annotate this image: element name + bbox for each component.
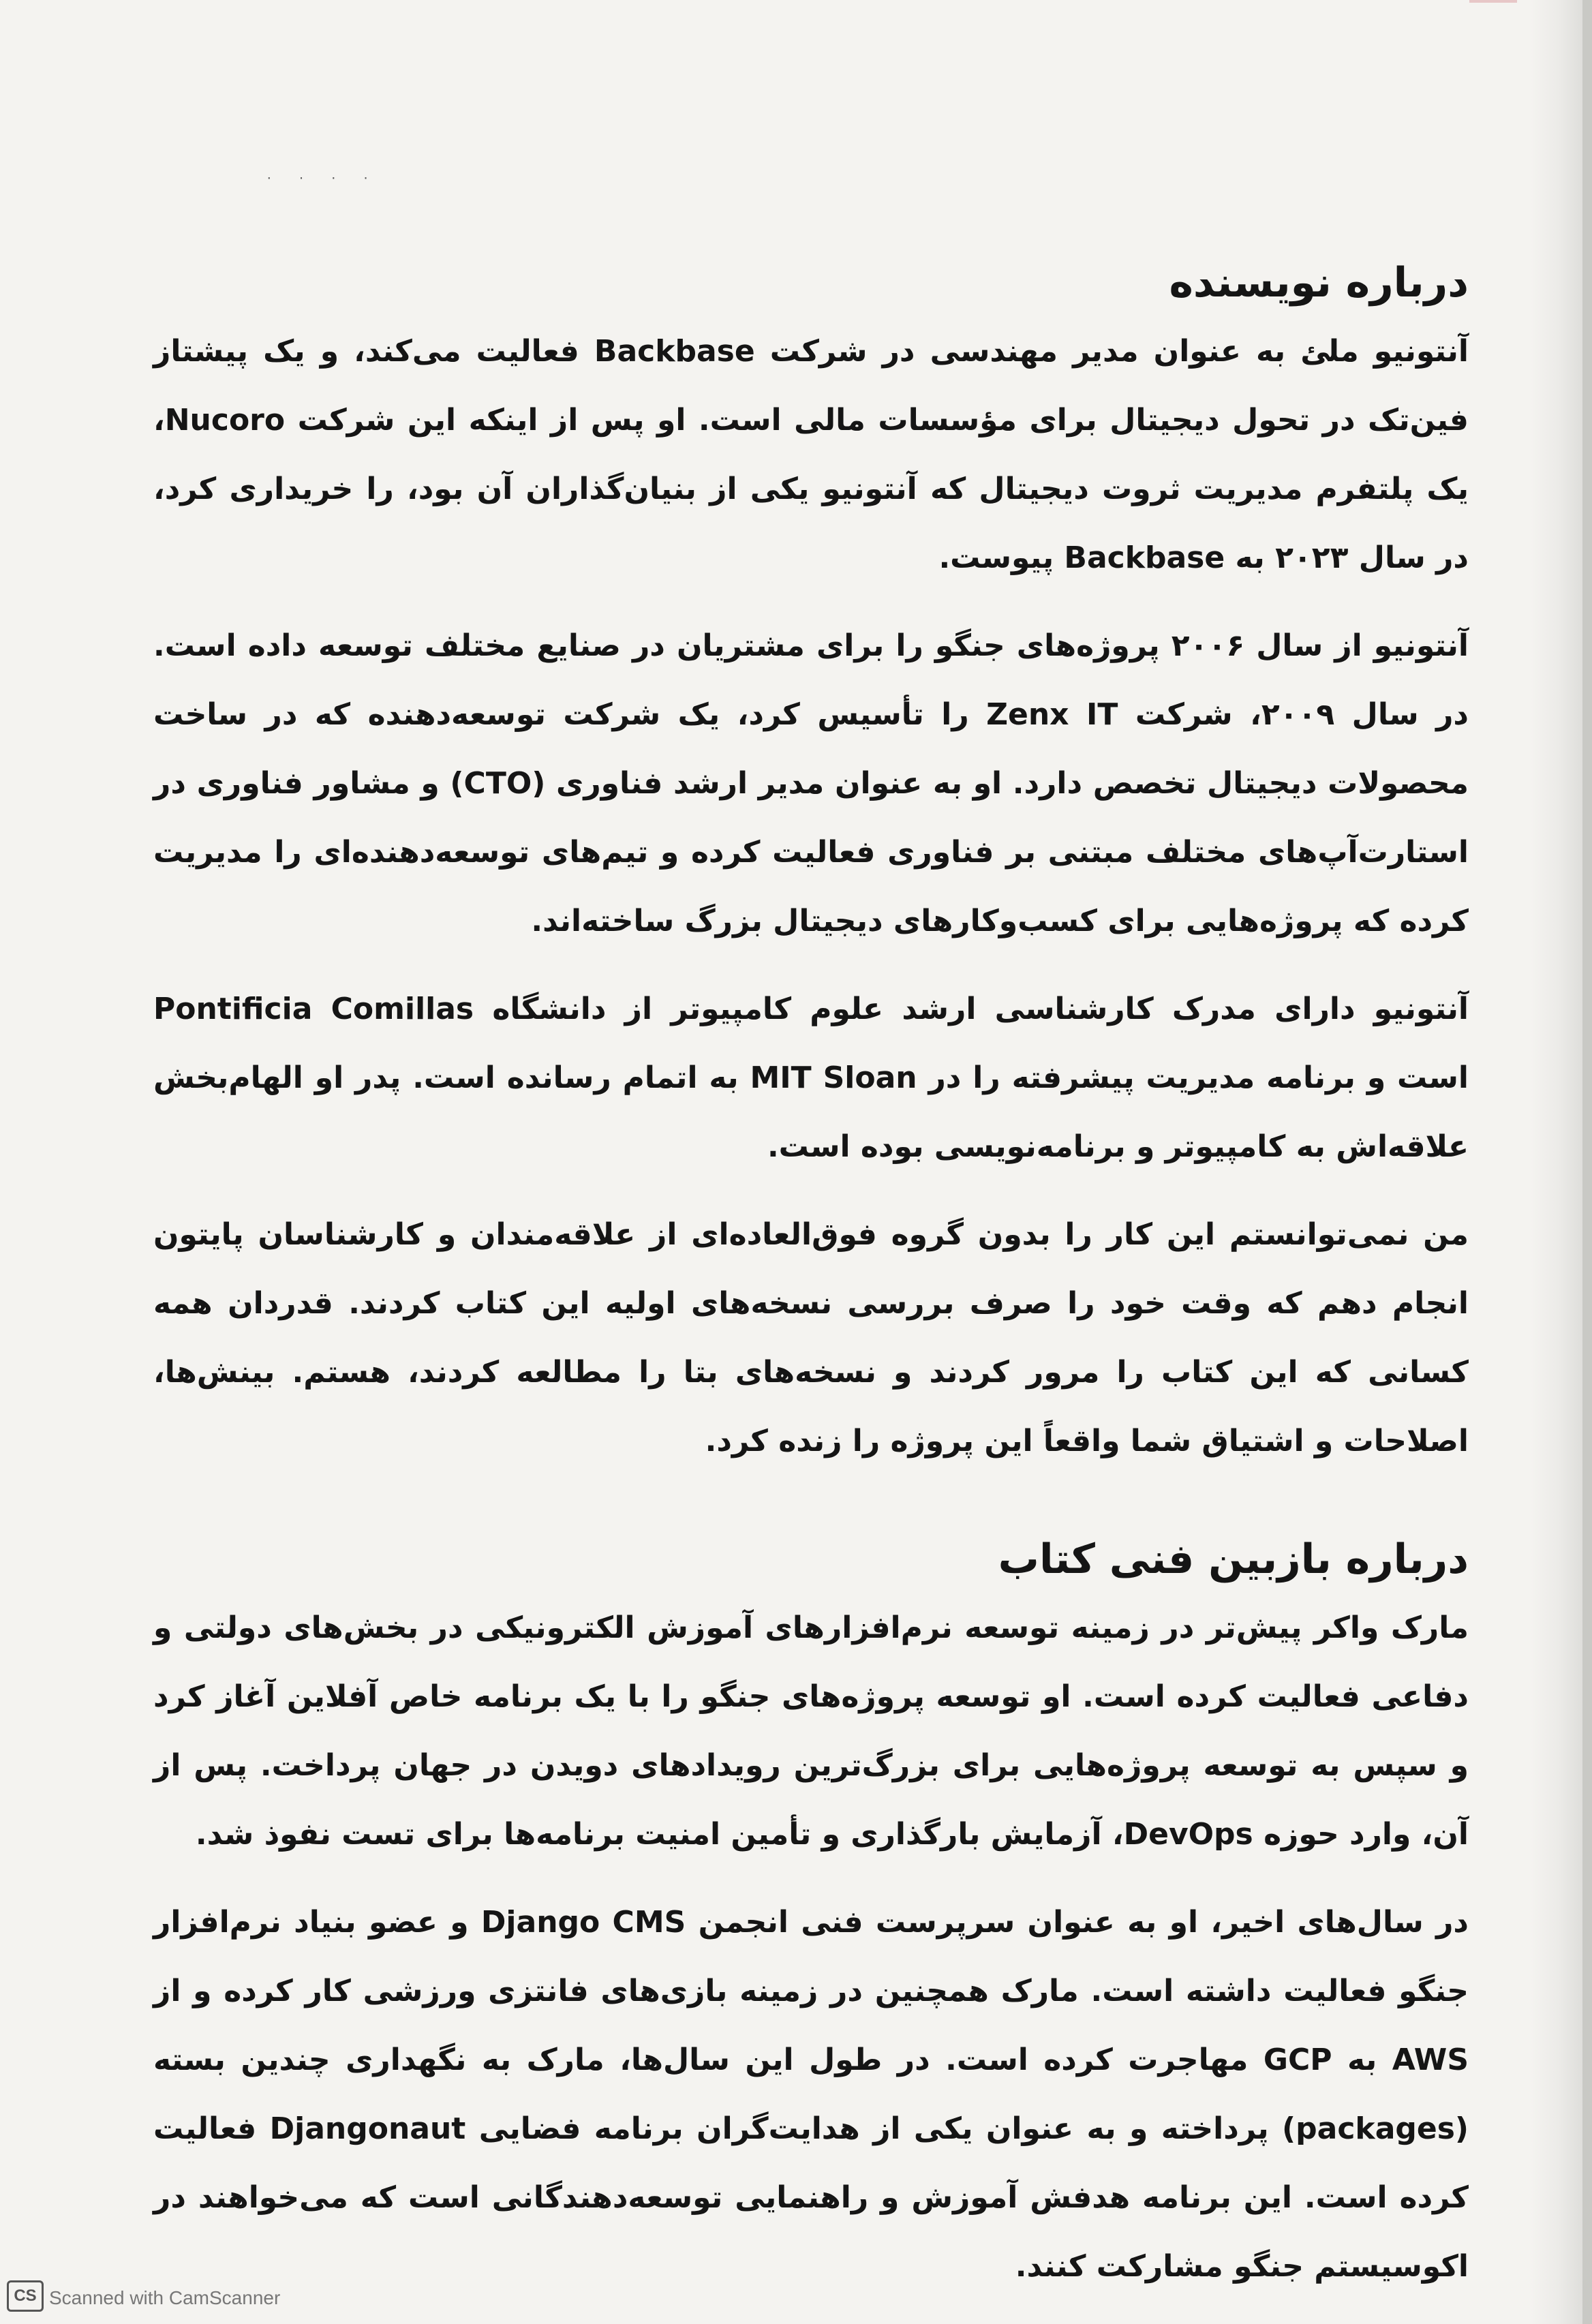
reviewer-paragraph: مارک واکر پیش‌تر در زمینه توسعه نرم‌افزارهای آموزش الکترونیکی در بخش‌های دولتی و دفاعی فعالیت کرده است. او توسعه پروژه‌های جنگو را با یک برنامه خاص آفلاین آغاز کرد و سپس به توسعه پروژه‌هایی برای بزرگ‌ترین رویدادهای دویدن در جهان پرداخت. پس از آن، وارد حوزه DevOps، آزمایش بارگذاری و تأمین امنیت برنامه‌ها برای تست نفوذ شد. xyxy=(153,1610,1469,1852)
technical-reviewer-section-title: درباره بازبین فنی کتاب xyxy=(998,1535,1469,1583)
author-section-title: درباره نویسنده xyxy=(1169,259,1469,307)
camscanner-logo-icon: CS xyxy=(7,2280,44,2312)
reviewer-paragraph: در سال‌های اخیر، او به عنوان سرپرست فنی انجمن Django CMS و عضو بنیاد نرم‌افزار جنگو فعالیت داشته است. مارک همچنین در زمینه بازی‌های فانتزی ورزشی کار کرده و از AWS به GCP مهاجرت کرده است. در طول این سال‌ها، مارک به نگهداری چندین بسته (packages) پرداخته و به عنوان یکی از هدایت‌گران برنامه فضایی Djangonaut فعالیت کرده است. این برنامه هدفش آموزش و راهنمایی توسعه‌دهندگانی است که می‌خواهند در اکوسیستم جنگو مشارکت کنند. xyxy=(153,1905,1469,2284)
book-page-content xyxy=(153,252,1469,2320)
scanner-watermark-text: Scanned with CamScanner xyxy=(49,2287,281,2308)
author-paragraph: آنتونیو از سال ۲۰۰۶ پروژه‌های جنگو را برای مشتریان در صنایع مختلف توسعه داده است. در سال ۲۰۰۹، شرکت Zenx IT را تأسیس کرد، یک شرکت توسعه‌دهنده که در ساخت محصولات دیجیتال تخصص دارد. او به عنوان مدیر ارشد فناوری (CTO) و مشاور فناوری در استارت‌آپ‌های مختلف مبتنی بر فناوری فعالیت کرده و تیم‌های توسعه‌دهنده‌ای را مدیریت کرده که پروژه‌هایی برای کسب‌وکارهای دیجیتال بزرگ ساخته‌اند. xyxy=(153,628,1469,938)
section-spacer xyxy=(153,1495,1469,1529)
author-section xyxy=(153,252,1469,1476)
author-paragraph: من نمی‌توانستم این کار را بدون گروه فوق‌العاده‌ای از علاقه‌مندان و کارشناسان پایتون انجام دهم که وقت خود را صرف بررسی نسخه‌های اولیه این کتاب کردند. قدردان همه کسانی که این کتاب را مرور کردند و نسخه‌های بتا را مطالعه کردند، هستم. بینش‌ها، اصلاحات و اشتیاق شما واقعاً این پروژه را زنده کرد. xyxy=(153,1217,1469,1458)
scan-dots: · · · · xyxy=(266,172,379,185)
technical-reviewer-section xyxy=(153,1529,1469,2301)
author-paragraph: آنتونیو ملئ به عنوان مدیر مهندسی در شرکت Backbase فعالیت می‌کند، و یک پیشتاز فین‌تک در تحول دیجیتال برای مؤسسات مالی است. او پس از اینکه این شرکت Nucoro، یک پلتفرم مدیریت ثروت دیجیتال که آنتونیو یکی از بنیان‌گذاران آن بود، را خریداری کرد، در سال ۲۰۲۳ به Backbase پیوست. xyxy=(153,334,1469,575)
author-paragraph: آنتونیو دارای مدرک کارشناسی ارشد علوم کامپیوتر از دانشگاه Pontificia Comillas است و برنامه مدیریت پیشرفته را در MIT Sloan به اتمام رسانده است. پدر او الهام‌بخش علاقه‌اش به کامپیوتر و برنامه‌نویسی بوده است. xyxy=(153,992,1469,1164)
top-page-mark xyxy=(1469,0,1517,3)
page-edge xyxy=(1582,0,1592,2324)
